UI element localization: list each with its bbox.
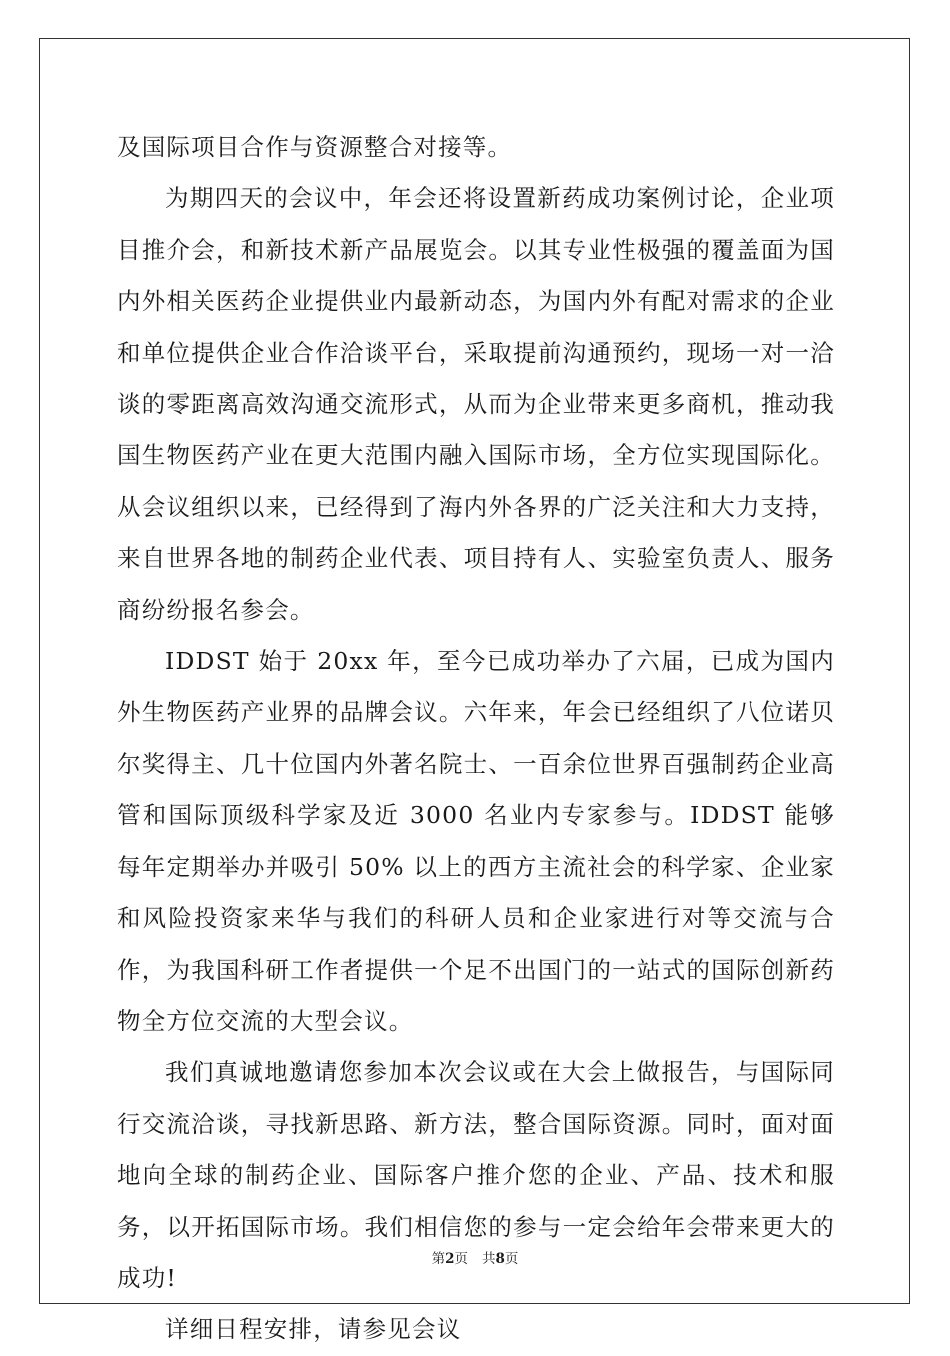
page-footer [0, 1247, 950, 1267]
document-body [117, 122, 835, 1356]
paragraph-conference-activities: 为期四天的会议中，年会还将设置新药成功案例讨论，企业项目推介会，和新技术新产品展览会。以其专业性极强的覆盖面为国内外相关医药企业提供业内最新动态，为国内外有配对需求的企业和单位提供企业合作洽谈平台，采取提前沟通预约，现场一对一洽谈的零距离高效沟通交流形式，从而为企业带来更多商机，推动我国生物医药产业在更大范围内融入国际市场，全方位实现国际化。从会议组织以来，已经得到了海内外各界的广泛关注和大力支持，来自世界各地的制药企业代表、项目持有人、实验室负责人、服务商纷纷报名参会。 [117, 184, 835, 624]
paragraph-invitation: 我们真诚地邀请您参加本次会议或在大会上做报告，与国际同行交流洽谈，寻找新思路、新方法，整合国际资源。同时，面对面地向全球的制药企业、国际客户推介您的企业、产品、技术和服务，以开拓国际市场。我们相信您的参与一定会给年会带来更大的成功! [117, 1058, 835, 1292]
page-total: 共8页 [482, 1251, 519, 1267]
paragraph-iddst-history: IDDST 始于 20xx 年，至今已成功举办了六届，已成为国内外生物医药产业界的品牌会议。六年来，年会已经组织了八位诺贝尔奖得主、几十位国内外著名院士、一百余位世界百强制药企业高管和国际顶级科学家及近 3000 名业内专家参与。IDDST 能够每年定期举办并吸引 50% 以上的西方主流社会的科学家、企业家和风险投资家来华与我们的科研人员和企业家进行对等交流与合作，为我国科研工作者提供一个足不出国门的一站式的国际创新药物全方位交流的大型会议。 [117, 647, 835, 1035]
paragraph-schedule-note: 详细日程安排，请参见会议 [165, 1315, 462, 1344]
paragraph-continuation: 及国际项目合作与资源整合对接等。 [117, 133, 513, 161]
page-number: 第2页 [431, 1251, 468, 1267]
